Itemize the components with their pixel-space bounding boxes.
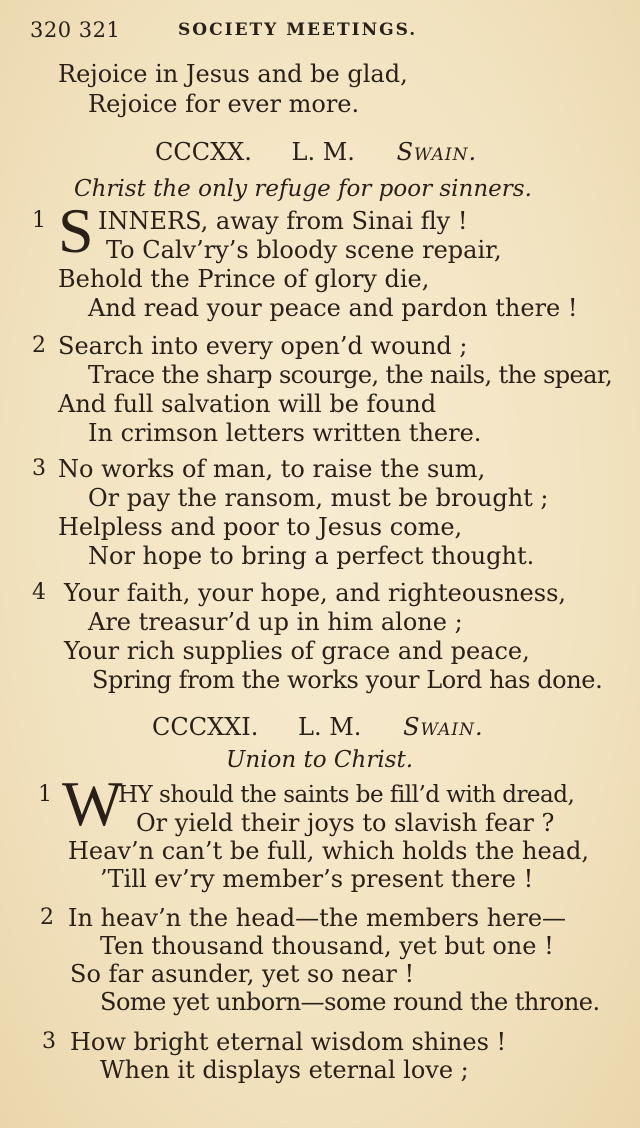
- hymn-subtitle: Christ the only refuge for poor sinners.: [74, 176, 532, 202]
- verse-line: ’Till ev’ry member’s present there !: [100, 865, 534, 893]
- verse-line: Spring from the works your Lord has done.: [92, 666, 603, 694]
- hymn-meter: L. M.: [291, 138, 355, 166]
- drop-cap: S: [58, 195, 94, 266]
- intro-line: Rejoice in Jesus and be glad,: [58, 60, 408, 88]
- drop-cap: W: [62, 768, 123, 839]
- verse-line: So far asunder, yet so near !: [70, 960, 415, 988]
- stanza-number: 2: [32, 333, 46, 358]
- hymn-heading: [155, 138, 477, 166]
- verse-line: Or pay the ransom, must be brought ;: [88, 484, 549, 512]
- verse-line: Behold the Prince of glory die,: [58, 265, 430, 293]
- verse-line: INNERS, away from Sinai fly !: [98, 207, 468, 235]
- verse-line: In heav’n the head—the members here—: [68, 904, 567, 932]
- hymn-author: Swain.: [403, 713, 484, 741]
- verse-line: Nor hope to bring a perfect thought.: [88, 542, 535, 570]
- page-header: [30, 18, 610, 48]
- stanza-number: 3: [32, 456, 46, 481]
- verse-line: When it displays eternal love ;: [100, 1056, 469, 1084]
- hymn-subtitle: Union to Christ.: [226, 747, 414, 773]
- verse-line: Your rich supplies of grace and peace,: [64, 637, 530, 665]
- stanza-number: 2: [40, 905, 54, 930]
- verse-line: Or yield their joys to slavish fear ?: [136, 809, 555, 837]
- verse-line: Are treasur’d up in him alone ;: [88, 608, 463, 636]
- verse-line: HY should the saints be fill’d with dread,: [118, 782, 575, 808]
- verse-line: Trace the sharp scourge, the nails, the spear,: [88, 361, 613, 389]
- hymn-author: Swain.: [396, 138, 478, 166]
- hymn-number: CCCXX.: [155, 138, 252, 166]
- hymn-heading: [152, 713, 484, 741]
- stanza-number: 1: [38, 782, 52, 807]
- hymn-number: CCCXXI.: [152, 713, 259, 741]
- verse-line: To Calv’ry’s bloody scene repair,: [106, 236, 502, 264]
- hymn-meter: L. M.: [298, 713, 362, 741]
- page-numbers: 320 321: [30, 18, 121, 42]
- verse-line: Your faith, your hope, and righteousness,: [64, 579, 567, 607]
- stanza-number: 3: [42, 1029, 56, 1054]
- stanza-number: 4: [32, 580, 46, 605]
- verse-line: No works of man, to raise the sum,: [58, 455, 486, 483]
- verse-line: Search into every open’d wound ;: [58, 332, 468, 360]
- verse-line: In crimson letters written there.: [88, 419, 482, 447]
- running-title: SOCIETY MEETINGS.: [178, 20, 418, 40]
- verse-line: And full salvation will be found: [58, 390, 437, 418]
- verse-line: Ten thousand thousand, yet but one !: [100, 932, 554, 960]
- stanza-number: 1: [32, 208, 46, 233]
- intro-line: Rejoice for ever more.: [88, 90, 360, 118]
- verse-line: Heav’n can’t be full, which holds the head,: [68, 837, 589, 865]
- verse-line: Some yet unborn—some round the throne.: [100, 988, 600, 1016]
- verse-line: And read your peace and pardon there !: [88, 294, 578, 322]
- verse-line: Helpless and poor to Jesus come,: [58, 513, 463, 541]
- verse-line: How bright eternal wisdom shines !: [70, 1028, 507, 1056]
